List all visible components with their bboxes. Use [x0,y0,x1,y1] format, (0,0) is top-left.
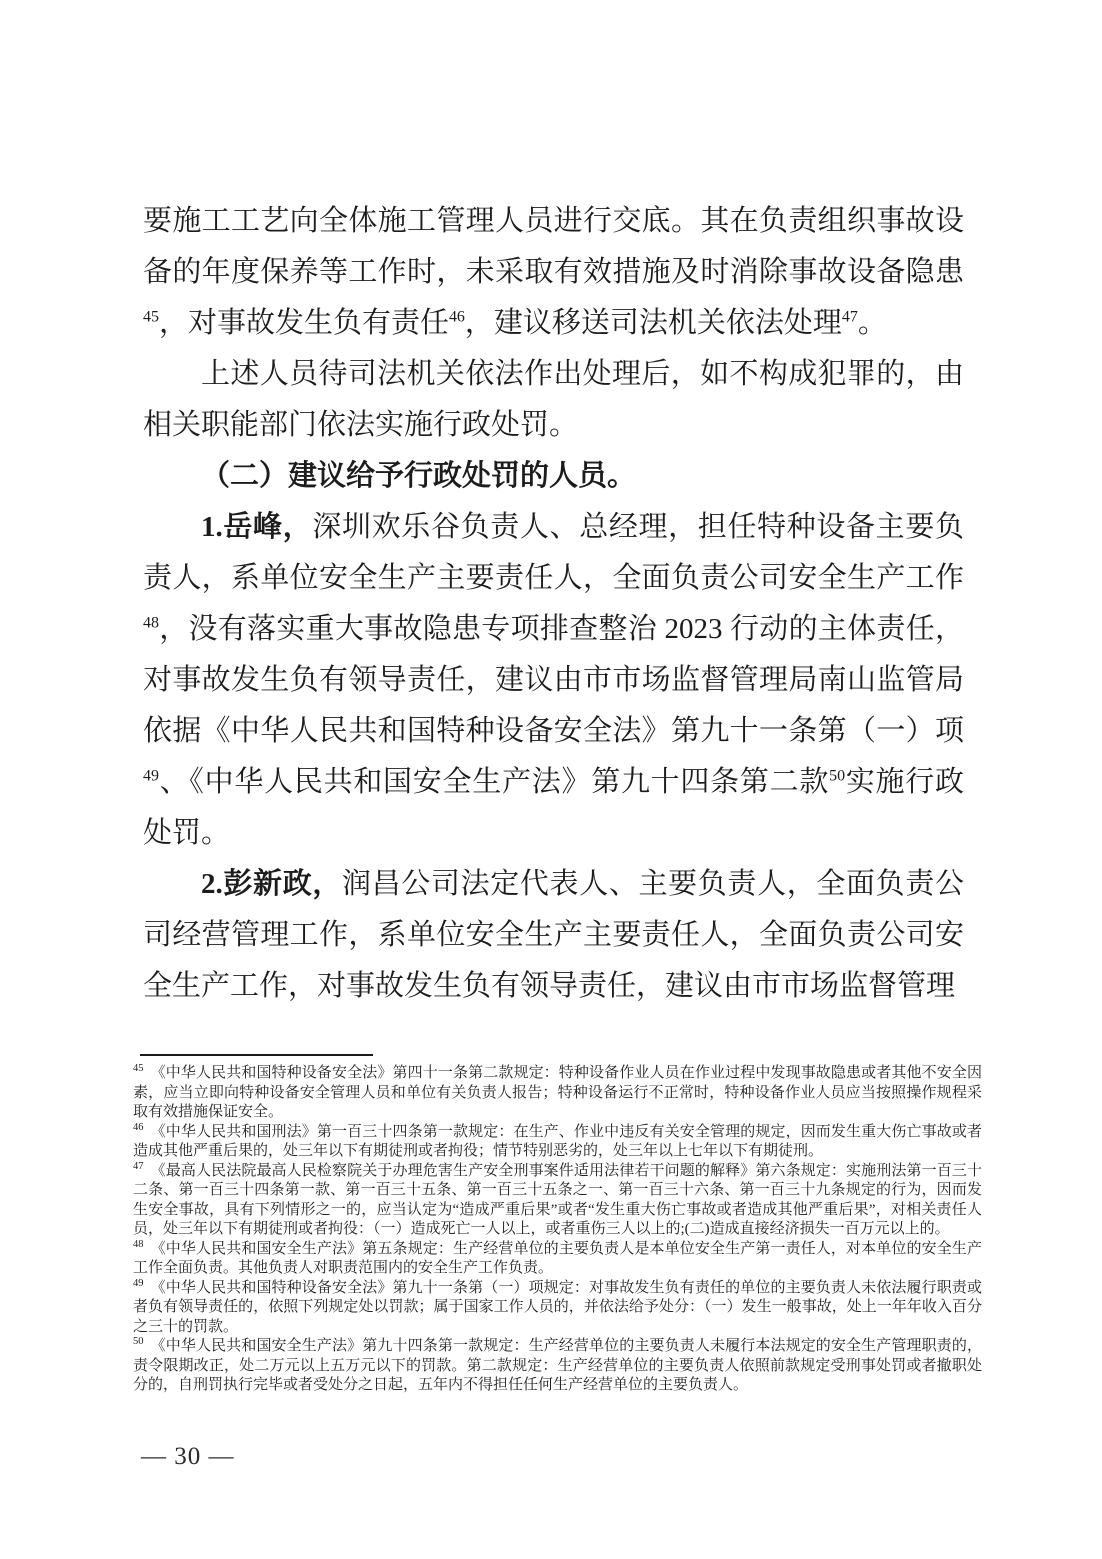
footnote-marker: 46 [133,1121,144,1133]
footnote-text: 《中华人民共和国刑法》第一百三十四条第一款规定：在生产、作业中违反有关安全管理的规定，因而发生重大伤亡事故或者造成其他严重后果的，处三年以下有期徒刑或者拘役；情节特别恶劣的，处三年以上七年以下有期徒刑。 [133,1123,982,1159]
paragraph [143,502,964,859]
text-run: 、《中华人民共和国安全生产法》第九十四条第二款 [158,766,830,798]
footnote [133,1162,982,1240]
footnote-text: 《中华人民共和国特种设备安全法》第四十一条第二款规定：特种设备作业人员在作业过程中发现事故隐患或者其他不安全因素，应当立即向特种设备安全管理人员和单位有关负责人报告；特种设备运行不正常时，特种设备作业人员应当按照操作规程采取有效措施保证安全。 [133,1065,982,1120]
footnote [133,1279,982,1338]
text-run: 要施工工艺向全体施工管理人员进行交底。其在负责组织事故设备的年度保养等工作时，未采取有效措施及时消除事故设备隐患 [143,205,964,288]
footnote [133,1123,982,1162]
text-run: 润昌公司法定代表人、主要负责人，全面负责公司经营管理工作，系单位安全生产主要责任人，全面负责公司安全生产工作，对事故发生负有领导责任，建议由市市场监督管理 [143,868,964,1002]
footnote [133,1337,982,1396]
footnote-marker: 49 [133,1277,144,1289]
text-run: ，对事故发生负有责任 [158,307,449,339]
footnotes-block [133,1064,982,1396]
footnote-text: 《中华人民共和国特种设备安全法》第九十一条第（一）项规定：对事故发生负有责任的单位的主要负责人未依法履行职责或者负有领导责任的，依照下列规定处以罚款；属于国家工作人员的，并依法给予处分：（一）发生一般事故，处上一年年收入百分之三十的罚款。 [133,1279,982,1335]
footnote-ref: 45 [143,308,159,326]
footnote-ref: 49 [143,767,159,785]
footnote-ref: 47 [841,308,858,326]
body-text-block [143,196,964,1012]
text-run: 深圳欢乐谷负责人、总经理，担任特种设备主要负责人，系单位安全生产主要责任人，全面负责公司安全生产工作 [143,511,964,594]
text-run: ，建议移送司法机关依法处理 [464,307,842,339]
text-run: ，没有落实重大事故隐患专项排查整治 2023 行动的主体责任，对事故发生负有领导责任，建议由市市场监督管理局南山监管局依据《中华人民共和国特种设备安全法》第九十一条第（一）项 [143,613,964,747]
bold-run: 1.岳峰， [201,511,313,543]
footnote-marker: 50 [133,1336,144,1347]
bold-run: 2.彭新政， [201,868,342,900]
bold-run: （二）建议给予行政处罚的人员。 [201,460,637,492]
paragraph [143,859,964,1012]
page-number: — 30 — [141,1443,235,1470]
footnote-divider [140,1054,373,1056]
paragraph [143,349,964,451]
footnote-ref: 50 [829,767,846,785]
section-heading [143,451,964,502]
footnote [133,1240,982,1279]
footnote-marker: 45 [133,1063,144,1074]
paragraph [143,196,964,349]
footnote-text: 《最高人民法院最高人民检察院关于办理危害生产安全刑事案件适用法律若干问题的解释》第六条规定：实施刑法第一百三十二条、第一百三十四条第一款、第一百三十五条、第一百三十五条之一、第一百三十六条、第一百三十九条规定的行为，因而发生安全事故，具有下列情形之一的，应当认定为“造成严重后果”或者“发生重大伤亡事故或者造成其他严重后果”，对相关责任人员，处三年以下有期徒刑或者拘役：（一）造成死亡一人以上，或者重伤三人以上的;(二)造成直接经济损失一百万元以上的。 [133,1162,982,1237]
text-run: 实施行政处罚。 [143,766,964,849]
footnote-marker: 48 [133,1238,144,1250]
text-run: 。 [857,307,887,339]
footnote-text: 《中华人民共和国安全生产法》第九十四条第一款规定：生产经营单位的主要负责人未履行本法规定的安全生产管理职责的，责令限期改正，处二万元以上五万元以下的罚款。第二款规定：生产经营单位的主要负责人依照前款规定受刑事处罚或者撤职处分的，自刑罚执行完毕或者受处分之日起，五年内不得担任任何生产经营单位的主要负责人。 [133,1338,982,1393]
footnote [133,1064,982,1123]
text-run: 上述人员待司法机关依法作出处理后，如不构成犯罪的，由相关职能部门依法实施行政处罚。 [143,358,964,441]
footnote-ref: 48 [143,614,159,632]
footnote-marker: 47 [133,1160,144,1172]
footnote-text: 《中华人民共和国安全生产法》第五条规定：生产经营单位的主要负责人是本单位安全生产第一责任人，对本单位的安全生产工作全面负责。其他负责人对职责范围内的安全生产工作负责。 [133,1240,982,1276]
footnote-ref: 46 [448,308,465,326]
